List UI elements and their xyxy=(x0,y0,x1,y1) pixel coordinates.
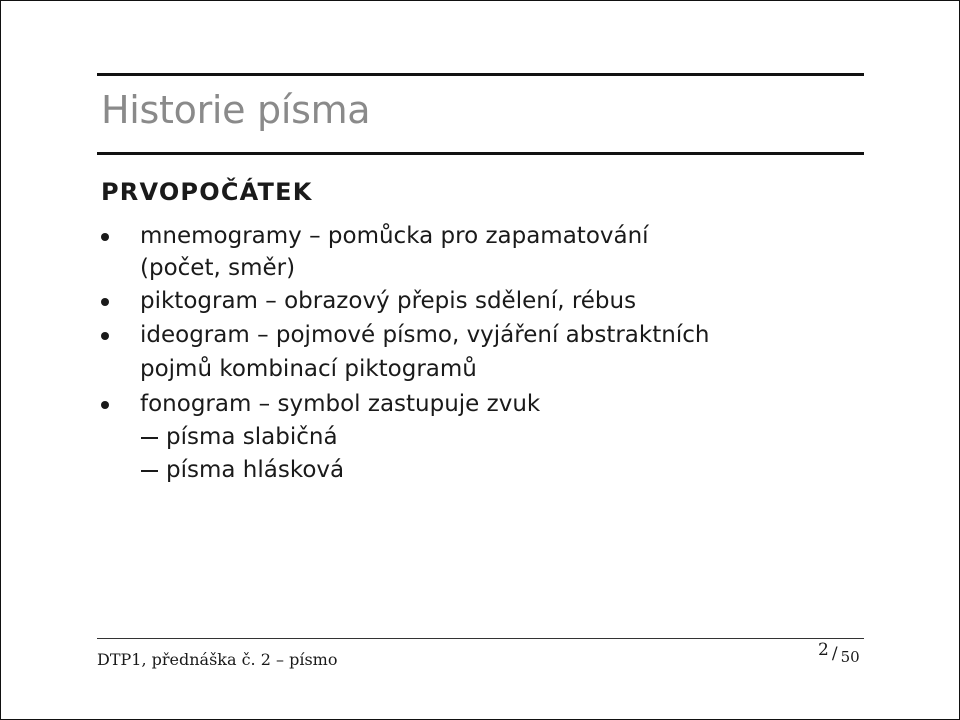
subitem-dash-1 xyxy=(141,437,158,439)
bullet-3 xyxy=(101,332,109,340)
slide-title: Historie písma xyxy=(101,88,371,132)
bullet-4 xyxy=(101,401,109,409)
page-separator: / xyxy=(831,644,838,664)
page-number xyxy=(818,640,860,666)
page-current: 2 xyxy=(818,640,829,660)
title-bottom-rule xyxy=(97,152,864,155)
list-item-4-line-1: fonogram – symbol zastupuje zvuk xyxy=(140,391,541,417)
list-item-3-line-2: pojmů kombinací piktogramů xyxy=(140,356,477,382)
footer-course-label: DTP1, přednáška č. 2 – písmo xyxy=(97,650,338,669)
list-subitem-2: písma hlásková xyxy=(166,457,345,483)
subitem-dash-2 xyxy=(141,470,158,472)
list-subitem-1: písma slabičná xyxy=(166,424,338,450)
list-item-2-line-1: piktogram – obrazový přepis sdělení, rébus xyxy=(140,288,637,314)
section-heading: PRVOPOČÁTEK xyxy=(101,178,313,206)
footer-rule xyxy=(97,638,864,639)
bullet-1 xyxy=(101,233,109,241)
bullet-2 xyxy=(101,298,109,306)
list-item-3-line-1: ideogram – pojmové písmo, vyjáření abstraktních xyxy=(140,322,710,348)
list-item-1-line-2: (počet, směr) xyxy=(140,255,296,281)
title-top-rule xyxy=(97,73,864,76)
list-item-1-line-1: mnemogramy – pomůcka pro zapamatování xyxy=(140,223,649,249)
page-total: 50 xyxy=(840,648,860,666)
